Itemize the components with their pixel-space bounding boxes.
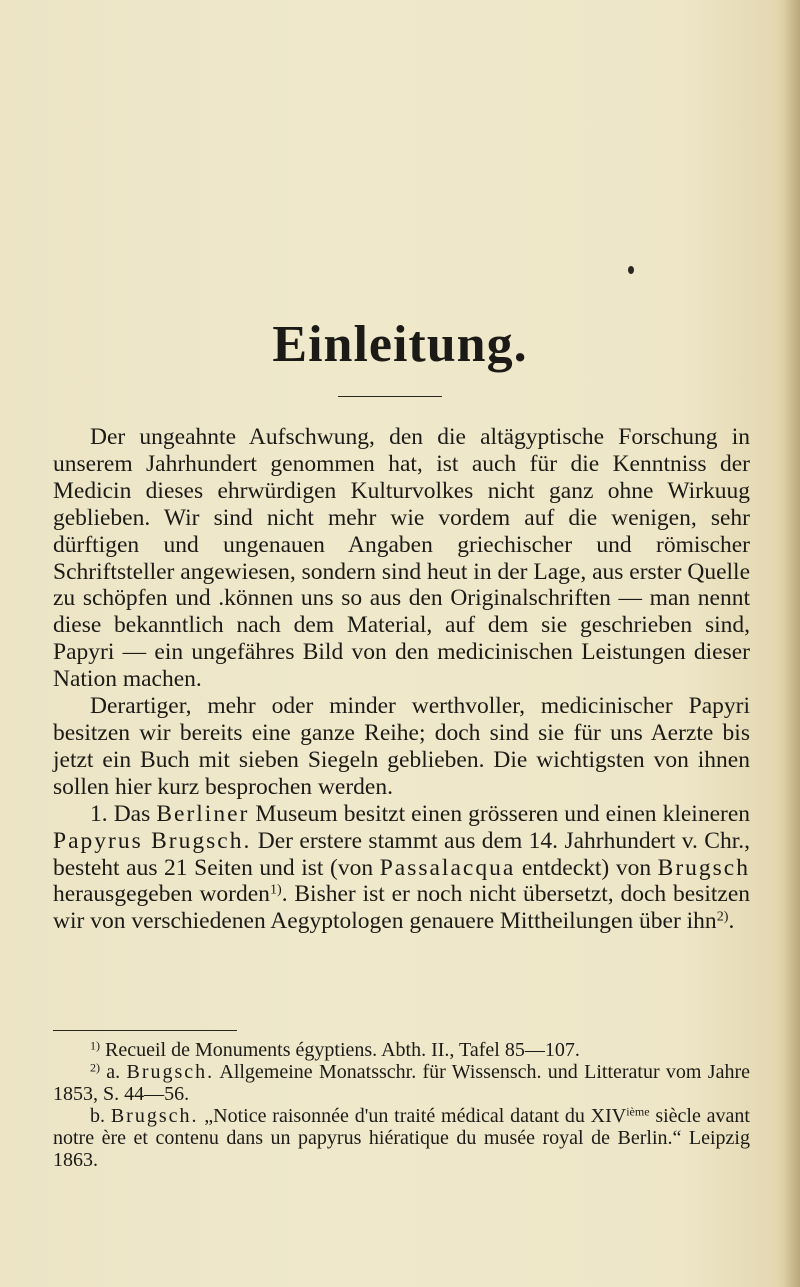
title-divider	[338, 396, 442, 397]
spaced-name: Papyrus Brugsch.	[53, 827, 252, 854]
text-run: Derartiger, mehr oder minder werthvoller, medicinischer Papyri besitzen wir bereits eine ganze Reihe; doch sind sie für uns Aerzte bis jetzt ein Buch mit sieben Siegeln geblieben. Die wichtigsten von ihnen sollen hier kurz besprochen werden.	[53, 693, 750, 800]
footnote	[53, 1105, 750, 1171]
paragraph	[53, 801, 750, 936]
spaced-name: Passalacqua	[379, 854, 516, 881]
text-run: Der erstere stammt aus dem 14. Jahrhundert v. Chr., besteht aus 21 Seiten und ist (von	[53, 827, 751, 881]
text-run: b.	[90, 1105, 111, 1127]
text-run: Allgemeine Monatsschr. für Wissensch. und Litteratur vom Jahre 1853, S. 44—56.	[53, 1061, 750, 1105]
body-text	[53, 424, 750, 935]
spaced-name: Berliner	[156, 800, 250, 827]
text-run: „Notice raisonnée d'un traité médical datant du XIV	[198, 1105, 627, 1127]
text-run: 1. Das	[90, 800, 157, 827]
footnote-marker: 1)	[269, 881, 282, 898]
footnote	[53, 1061, 750, 1105]
text-run: siècle avant notre ère et contenu dans un papyrus hiératique du musée royal de Berlin.“ Leipzig 1863.	[53, 1105, 750, 1171]
chapter-title: Einleitung.	[272, 316, 528, 373]
paragraph	[53, 424, 750, 693]
text-run: .	[728, 908, 735, 935]
text-run: Recueil de Monuments égyptiens. Abth. II., Tafel 85—107.	[100, 1039, 580, 1061]
footnote-marker: 2)	[90, 1060, 100, 1075]
spaced-name: Brugsch	[657, 854, 750, 881]
ink-speck	[628, 266, 634, 274]
footnote	[53, 1039, 750, 1061]
footnote-marker: 1)	[90, 1038, 100, 1053]
footnote-divider	[53, 1030, 237, 1031]
text-run: . Bisher ist er noch nicht übersetzt, doch besitzen wir von verschiedenen Aegyptologen genauere Mittheilungen über ihn	[53, 881, 750, 935]
footnote-marker: ième	[626, 1104, 650, 1119]
text-run: Der ungeahnte Aufschwung, den die altägyptische Forschung in unserem Jahrhundert genommen hat, ist auch für die Kenntniss der Medicin dieses ehrwürdigen Kulturvolkes nicht ganz ohne Wirkuug geblieben. Wir sind nicht mehr wie vordem auf die wenigen, sehr dürftigen und ungenauen Angaben griechischer und römischer Schriftsteller angewiesen, sondern sind heut in der Lage, aus erster Quelle zu schöpfen und .können uns so aus den Originalschriften — man nennt diese bekanntlich nach dem Material, auf dem sie geschrieben sind, Papyri — ein ungefähres Bild von den medicinischen Leistungen dieser Nation machen.	[53, 424, 750, 693]
spaced-name: Brugsch.	[126, 1061, 215, 1083]
footnote-marker: 2)	[716, 908, 729, 925]
text-run: herausgegeben worden	[53, 881, 270, 908]
footnotes	[53, 1039, 750, 1171]
text-run: a.	[100, 1061, 127, 1083]
text-run: entdeckt) von	[515, 854, 658, 881]
spaced-name: Brugsch.	[110, 1105, 199, 1127]
text-run: Museum besitzt einen grösseren und einen kleineren	[249, 800, 751, 827]
paragraph	[53, 693, 750, 801]
page-edge-shadow	[784, 0, 800, 1287]
